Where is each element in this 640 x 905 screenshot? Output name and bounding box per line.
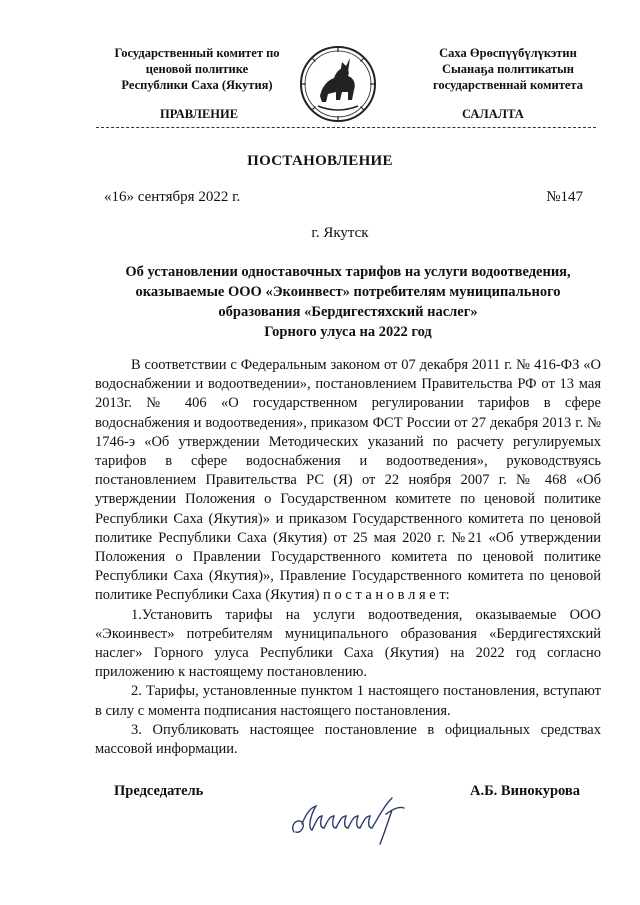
header-right-line: государственнай комитета (433, 78, 583, 92)
document-number: №147 (546, 189, 583, 205)
document-city: г. Якутск (311, 225, 369, 241)
handwritten-signature-icon (288, 792, 423, 847)
signatory-name: А.Б. Винокурова (470, 783, 580, 799)
subject-line: Об установлении одноставочных тарифов на услуги водоотведения, (125, 264, 571, 280)
body-paragraph-item-1: 1.Установить тарифы на услуги водоотведения, оказываемые ООО «Экоинвест» потребителям муниципального образования «Бердигестяхский наслег» Горного улуса Республики Саха (Якутия) на 2022 год согласно приложению к настоящему постановлению. (95, 606, 601, 681)
coat-of-arms-sakha-icon (298, 44, 378, 124)
header-right-org (393, 45, 623, 93)
subject-line: оказываемые ООО «Экоинвест» потребителям муниципального (135, 284, 561, 300)
body-paragraph-item-3: 3. Опубликовать настоящее постановление в официальных средствах массовой информации. (95, 721, 601, 758)
document-date: «16» сентября 2022 г. (104, 189, 241, 205)
header-left-line: Республики Саха (Якутия) (121, 78, 273, 92)
document-subject (95, 262, 601, 342)
document-title: ПОСТАНОВЛЕНИЕ (247, 153, 393, 169)
document-body (95, 356, 601, 759)
header-right-line: Саха Өрөспүүбүлүкэтин (439, 46, 577, 60)
header-divider (96, 127, 596, 128)
header-right-line: Сыанаҕа политикатын (442, 62, 574, 76)
body-paragraph-item-2: 2. Тарифы, установленные пунктом 1 настоящего постановления, вступают в силу с момента подписания настоящего постановления. (95, 683, 601, 719)
signatory-title: Председатель (114, 783, 204, 799)
subject-line: Горного улуса на 2022 год (264, 324, 432, 340)
department-right: САЛАЛТА (462, 107, 524, 121)
header-left-line: ценовой политике (145, 62, 249, 76)
body-paragraph-preamble: В соответствии с Федеральным законом от 07 декабря 2011 г. № 416-ФЗ «О водоснабжении и водоотведении», постановлением Правительства РФ от 13 мая 2013г. № 406 «О государственном регулировании тарифов в сфере водоснабжения и водоотведения», приказом ФСТ России от 27 декабря 2013 г. № 1746-э «Об утверждении Методических указаний по расчету регулируемых тарифов в сфере водоснабжения и водоотведения», руководствуясь постановлением Правительства РС (Я) от 22 ноября 2007 г. № 468 «Об утверждении Положения о Государственном комитете по ценовой политике Республики Саха (Якутия)» и приказом Государственного комитета по ценовой политике Республики Саха (Якутия) от 25 мая 2020 г. №21 «Об утверждении Положения о Правлении Государственного комитета по ценовой политике Республики Саха (Якутия)», Правление Государственного комитета по ценовой политике Республики Саха (Якутия) п о с т а н о в л я е т: (95, 357, 601, 604)
header-left-org (82, 45, 312, 93)
subject-line: образования «Бердигестяхский наслег» (218, 304, 478, 320)
department-left: ПРАВЛЕНИЕ (160, 107, 239, 121)
header-left-line: Государственный комитет по (114, 46, 280, 60)
